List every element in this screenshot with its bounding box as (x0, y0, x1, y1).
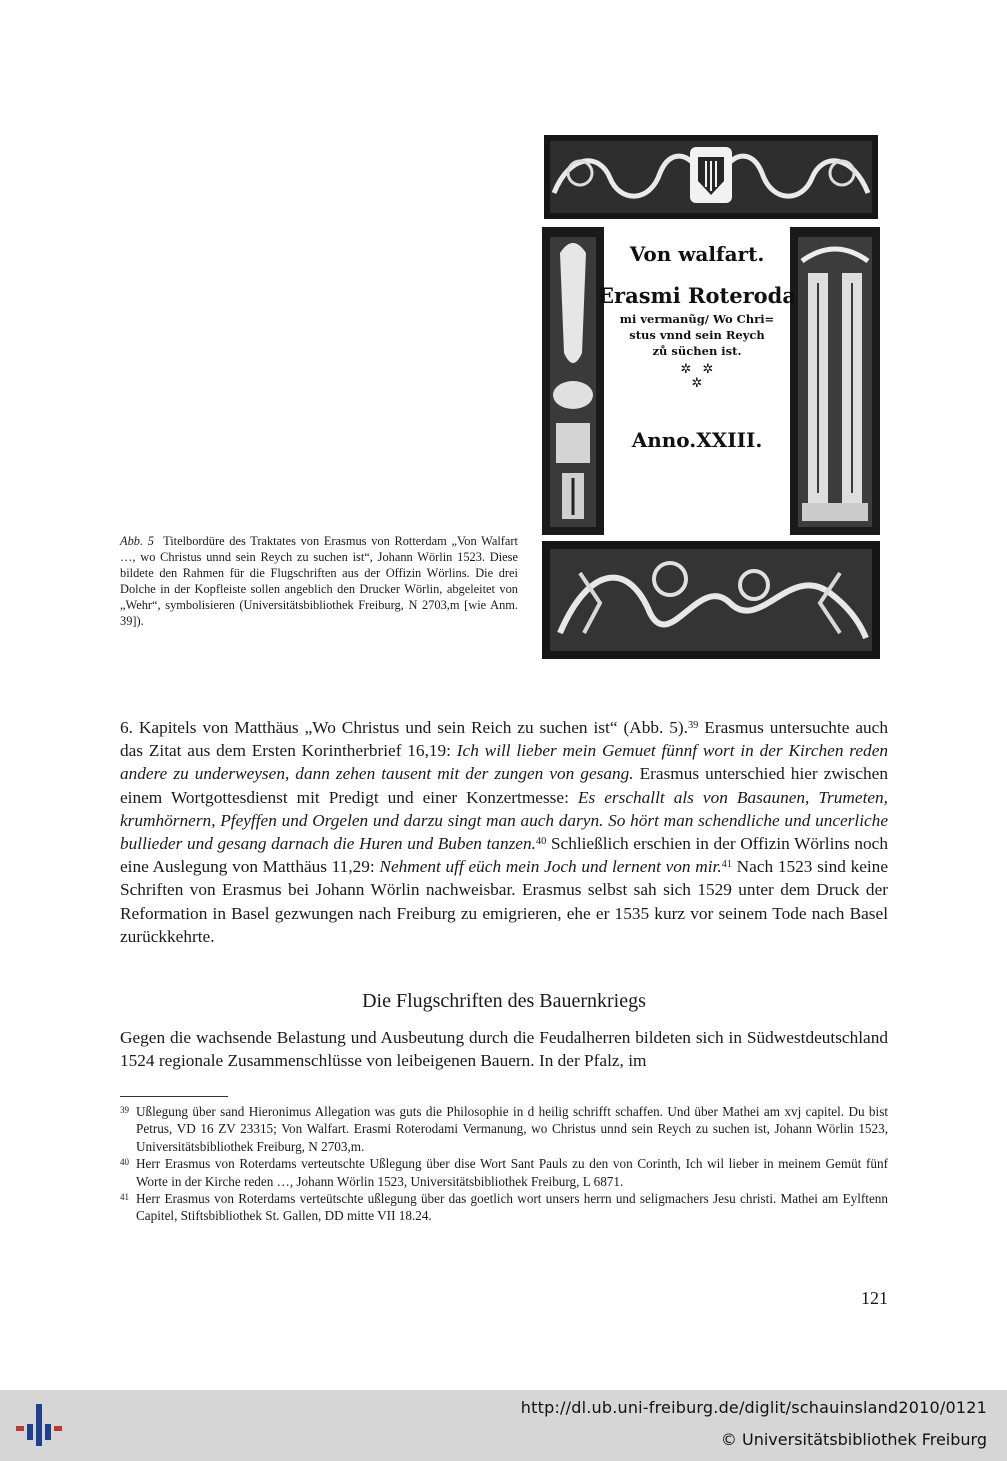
left-column-ornament (542, 227, 604, 535)
footnote-ref-39[interactable]: 39 (687, 719, 699, 731)
caption-label: Abb. 5 (120, 534, 154, 548)
p1-quote-2: Es erschallt als von Basaunen, Trumeten, krumhörnern, Pfeyffen und Orgelen und darzu singt man auch daryn. So hört man schendliche und uncerliche bullieder und gesang darnach die Huren und Buben tanzen. (120, 787, 888, 854)
woodcut-title: Von walfart. (629, 242, 765, 266)
footnotes (120, 1103, 888, 1225)
document-url-link[interactable]: http://dl.ub.uni-freiburg.de/diglit/schauinsland2010/0121 (520, 1398, 987, 1417)
figure-caption (120, 533, 518, 629)
footnote-39 (120, 1103, 888, 1155)
footnote-ref-40[interactable]: 40 (535, 835, 547, 847)
svg-text:✲: ✲ (680, 362, 692, 377)
page-number: 121 (861, 1288, 888, 1308)
woodcut-line-5: zů süchen ist. (652, 344, 742, 358)
footnote-41 (120, 1190, 888, 1225)
bottom-border-ornament (542, 541, 880, 659)
body-paragraph-1 (120, 716, 888, 948)
copyright-text: © Universitätsbibliothek Freiburg (720, 1430, 987, 1449)
body-paragraph-2: Gegen die wachsende Belastung und Ausbeutung durch die Feudalherren bildeten sich in Südwestdeutschland 1524 regionale Zusammenschlüsse von leibeigenen Bauern. In der Pfalz, im (120, 1028, 888, 1071)
right-column-ornament (790, 227, 880, 535)
footnote-number: 41 (120, 1192, 129, 1203)
ub-freiburg-logo-icon (14, 1400, 64, 1450)
p1-text-1: 6. Kapitels von Matthäus „Wo Christus und sein Reich zu suchen ist“ (Abb. 5). (120, 718, 688, 737)
footnote-text: Ußlegung über sand Hieronimus Allegation was guts die Philosophie in d heilig schrifft schaffen. Und über Mathei am xvj capitel. Du bist Petrus, VD 16 ZV 23315; Von Walfart. Erasmi Roterodami Vermanung, wo Christus unnd sein Reych zu suchen ist, Johann Wörlin 1523, Universitätsbibliothek Freiburg, N 2703,m. (136, 1104, 888, 1154)
svg-text:✲: ✲ (691, 376, 703, 391)
title-border-woodcut (540, 133, 882, 660)
footnote-number: 39 (120, 1105, 129, 1115)
p1-text-4: Schließlich erschien in der Offizin Wörlins noch eine Auslegung von Matthäus 11,29: (120, 834, 888, 877)
footnote-40 (120, 1155, 888, 1190)
top-border-ornament (544, 135, 878, 219)
p1-quote-1: Ich will lieber mein Gemuet fünnf wort in der Kirchen reden andere zu underweysen, dann zehen tausent mit der zungen von gesang. (120, 741, 888, 784)
footnote-divider (120, 1096, 228, 1097)
footnote-number: 40 (120, 1157, 129, 1168)
section-heading: Die Flugschriften des Bauernkriegs (362, 990, 646, 1012)
p1-quote-3: Nehment uff eüch mein Joch und lernent von mir. (379, 857, 722, 877)
footer-bar (0, 1390, 1007, 1461)
svg-text:✲: ✲ (702, 362, 714, 377)
p1-text-2: Erasmus untersuchte auch das Zitat aus dem Ersten Korintherbrief 16,19: (120, 718, 888, 761)
woodcut-line-4: stus vnnd sein Reych (629, 328, 765, 342)
woodcut-author: Erasmi Roteroda (598, 283, 796, 308)
woodcut-date: Anno.XXIII. (631, 428, 763, 452)
footnote-text: Herr Erasmus von Roterdams verteütschte ußlegung über das goetlich wort unsers herrn und seligmachers Jesu christi. Mathei am Eylftenn Capitel, Stiftsbibliothek St. Gallen, DD mitte VII 18.24. (136, 1191, 888, 1224)
p1-text-5: Nach 1523 sind keine Schriften von Erasmus bei Johann Wörlin nachweisbar. Erasmus selbst sah sich 1529 unter dem Druck der Reformation in Basel gezwungen nach Freiburg zu emigrieren, ehe er 1535 kurz vor seinem Tode nach Basel zurückkehrte. (120, 857, 888, 946)
footnote-ref-41[interactable]: 41 (721, 859, 732, 871)
p1-text-3: Erasmus unterschied hier zwischen einem Wortgottesdienst mit Predigt und einer Konzertmesse: (120, 764, 888, 807)
caption-text: Titelbordüre des Traktates von Erasmus von Rotterdam „Von Walfart …, wo Christus unnd sein Reych zu suchen ist“, Johann Wörlin 1523. Diese bildete den Rahmen für die Flugschriften aus der Offizin Wörlins. Die drei Dolche in der Kopfleiste sollen angeblich den Drucker Wörlin, abgeleitet von „Wehr“, symbolisieren (Universitätsbibliothek Freiburg, N 2703,m [wie Anm. 39]). (120, 534, 518, 628)
footnote-text: Herr Erasmus von Roterdams verteutschte Ußlegung über dise Wort Sant Pauls zu den von Corinth, Ich wil lieber in meinem Gemüt fünf Worte in der Kirche reden …, Johann Wörlin 1523, Universitätsbibliothek Freiburg, L 6871. (136, 1156, 888, 1189)
woodcut-line-3: mi vermanũg/ Wo Chri= (619, 312, 775, 326)
